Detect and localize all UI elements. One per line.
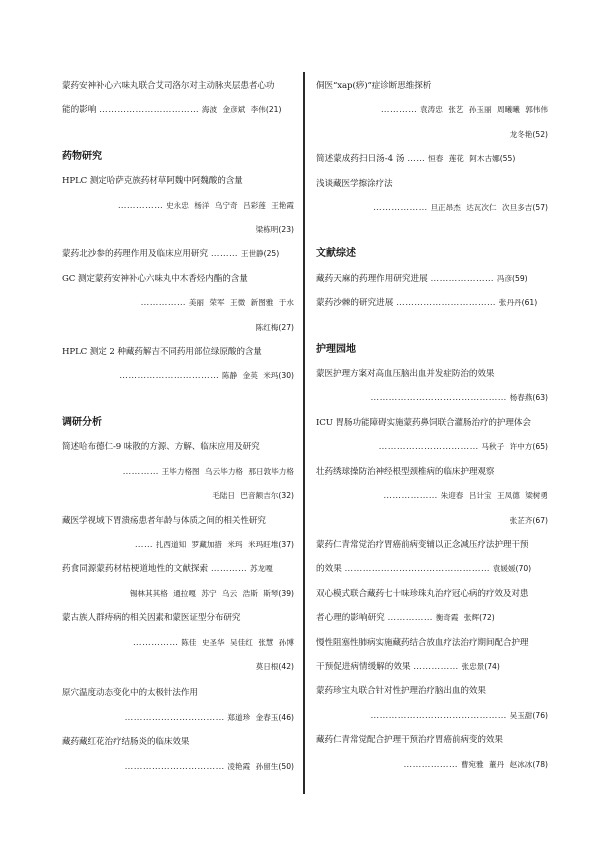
toc-entry[interactable] (316, 728, 548, 777)
toc-entry[interactable] (316, 267, 548, 291)
toc-entry[interactable] (316, 460, 548, 533)
leader-dots: …… (407, 154, 426, 165)
entry-page: (61) (521, 298, 538, 308)
entry-authors: 张忠景 (461, 661, 485, 671)
entry-page: (67) (532, 515, 548, 525)
toc-entry[interactable] (62, 509, 294, 558)
entry-page: (27) (278, 322, 294, 332)
entry-title: 侗医“xap(痧)”症诊断思维探析 (316, 81, 432, 91)
toc-entry[interactable] (62, 606, 294, 679)
entry-authors: 苏龙嘎 (249, 564, 273, 574)
entry-page: (78) (532, 759, 548, 769)
leader-dots: ………………… (430, 273, 495, 284)
leader-dots: …………………………… (124, 712, 225, 723)
entry-authors: 史永忠 杨洋 乌宁奇 吕彩莲 王艳霞 (166, 200, 294, 210)
leader-dots: ………………………………………… (344, 564, 491, 575)
toc-entry[interactable] (62, 169, 294, 242)
entry-page: (21) (265, 105, 282, 115)
leader-dots: …………………………… (396, 298, 497, 309)
entry-title-line2: 者心理的影响研究 (316, 613, 385, 624)
leader-dots: ……………… (383, 491, 438, 502)
entry-authors-line (62, 484, 294, 508)
entry-page: (46) (278, 712, 294, 722)
entry-page: (72) (479, 613, 495, 623)
entry-authors-line (316, 386, 548, 410)
toc-entry[interactable] (62, 730, 294, 779)
entry-title: HPLC 测定 2 种藏药解吉不同药用部位绿原酸的含量 (62, 347, 262, 358)
toc-entry[interactable] (62, 681, 294, 730)
entry-title-line (316, 557, 548, 581)
leader-dots: …… (134, 539, 154, 550)
entry-authors: 旦正昂杰 达瓦次仁 次旦多吉 (430, 203, 533, 213)
entry-authors-line (62, 291, 294, 315)
entry-authors: 凌艳霞 孙留生 (227, 761, 279, 771)
toc-entry[interactable] (62, 340, 294, 389)
entry-authors-line (316, 509, 548, 533)
entry-authors-line (316, 704, 548, 728)
entry-authors: 张丹丹 (498, 298, 522, 308)
entry-page: (63) (532, 393, 548, 403)
entry-authors: 冯彦 (496, 273, 513, 283)
entry-authors: 朱迎春 吕计宝 王凤德 梁树勇 (440, 491, 548, 501)
entry-page: (30) (278, 371, 294, 381)
entry-authors-line (316, 753, 548, 777)
entry-title: 简述蒙成药扫日汤-4 汤 (316, 154, 405, 165)
entry-title: 简述哈布德仁-9 味散的方源、方解、临床应用及研究 (62, 442, 260, 453)
left-column (62, 74, 294, 779)
entry-page: (25) (263, 249, 280, 259)
toc-entry[interactable] (316, 291, 548, 315)
entry-title: 壮药绣球操防治神经根型颈椎病的临床护理观察 (316, 466, 495, 477)
leader-dots: …………… (387, 613, 433, 624)
entry-title-line (316, 606, 548, 630)
leader-dots: ………… (210, 564, 248, 575)
leader-dots: …………………………… (99, 105, 200, 116)
entry-authors: 张芷齐 (509, 515, 533, 525)
entry-authors: 杨春燕 (509, 393, 533, 403)
entry-title: 藏药藏红花治疗结肠炎的临床效果 (62, 737, 190, 748)
leader-dots: ………… (380, 105, 418, 116)
entry-authors-line (62, 655, 294, 679)
entry-title-line (62, 557, 294, 581)
leader-dots: ……………………………………… (370, 710, 507, 721)
entry-title: ICU 胃肠功能障碍实施蒙药鼻饲联合灌肠治疗的护理体会 (316, 417, 531, 428)
entry-page: (52) (532, 129, 548, 139)
toc-entry[interactable] (62, 435, 294, 508)
toc-entry[interactable] (62, 242, 294, 266)
entry-title-line (316, 291, 548, 315)
toc-entry[interactable] (316, 582, 548, 631)
entry-authors: 恒春 莲花 阿木古娜 (428, 154, 500, 164)
entry-authors-line (62, 582, 294, 606)
entry-authors: 美丽 荣军 王微 新图雅 于水 (188, 298, 294, 308)
entry-authors-line (62, 631, 294, 655)
entry-title: 蒙古族人群痔病的相关因素和蒙医证型分布研究 (62, 613, 241, 624)
entry-page: (65) (532, 442, 548, 452)
entry-authors: 衡奇霞 张辉 (435, 613, 480, 623)
leader-dots: ……………… (373, 203, 428, 214)
entry-title-line2: 能的影响 (62, 105, 97, 116)
entry-authors: 扎西道知 罗藏加措 米玛 米玛旺堆 (155, 539, 279, 549)
entry-title: 藏医学视域下胃溃疡患者年龄与体质之间的相关性研究 (62, 515, 266, 526)
entry-page: (39) (278, 588, 294, 598)
entry-title: 蒙医护理方案对高血压脑出血并发症防治的效果 (316, 369, 495, 380)
entry-title: HPLC 测定哈萨克族药材草阿魏中阿魏酸的含量 (62, 176, 243, 187)
entry-title-line (316, 655, 548, 679)
toc-entry[interactable] (316, 172, 548, 221)
toc-entry[interactable] (316, 74, 548, 147)
entry-title: GC 测定蒙药安神补心六味丸中木香烃内酯的含量 (62, 273, 248, 284)
toc-entry[interactable] (316, 362, 548, 411)
entry-authors-line (316, 98, 548, 122)
entry-authors: 郑道珍 金春玉 (227, 712, 279, 722)
entry-authors-line (316, 196, 548, 220)
leader-dots: …………………………… (124, 761, 225, 772)
entry-authors-line (316, 435, 548, 459)
entry-page: (23) (278, 225, 294, 235)
entry-title: 蒙药珍宝丸联合针对性护理治疗脑出血的效果 (316, 686, 486, 697)
entry-authors: 梁栋明 (255, 225, 279, 235)
entry-title: 蒙药仁青常觉治疗胃癌前病变辅以正念减压疗法护理干预 (316, 539, 529, 550)
entry-title-line (316, 267, 548, 291)
entry-authors: 海波 金彦斌 李伟 (201, 105, 266, 115)
leader-dots: …………… (413, 661, 459, 672)
entry-title-line (316, 147, 548, 171)
toc-entry[interactable] (62, 267, 294, 340)
entry-title: 药食同源蒙药材枯梗道地性的文献探索 (62, 564, 209, 575)
leader-dots: ……………………………………… (370, 393, 507, 404)
toc-entry[interactable] (62, 74, 294, 123)
entry-authors: 袁涛忠 张艺 孙玉丽 周曦曦 郭伟伟 (420, 105, 548, 115)
entry-authors-line (62, 218, 294, 242)
entry-authors: 陈佳 史圣华 吴佳红 张慧 孙博 (181, 637, 294, 647)
section-heading: 调研分析 (62, 416, 102, 428)
leader-dots: …………………………… (119, 371, 220, 382)
column-divider (303, 72, 305, 794)
leader-dots: …………………………… (378, 442, 479, 453)
entry-authors: 毛陆日 巴音额吉尔 (212, 491, 279, 501)
entry-authors: 陈红梅 (255, 322, 279, 332)
entry-authors: 王毕力格图 乌云毕力格 那日敦毕力格 (161, 466, 294, 476)
leader-dots: …………… (140, 298, 187, 309)
toc-entry[interactable] (316, 631, 548, 680)
entry-page: (50) (278, 761, 294, 771)
entry-title: 浅谈藏医学擦涂疗法 (316, 178, 393, 189)
section-heading: 护理园地 (316, 343, 356, 355)
leader-dots: …………… (133, 637, 179, 648)
entry-page: (76) (532, 710, 548, 720)
entry-authors: 陈静 金英 米玛 (222, 371, 279, 381)
entry-title-line2: 干预促进病情缓解的效果 (316, 661, 411, 672)
section-heading: 文献综述 (316, 248, 356, 260)
entry-title: 双心模式联合藏药七十味珍珠丸治疗冠心病的疗效及对患 (316, 588, 529, 599)
entry-title: 原穴温度动态变化中的太极针法作用 (62, 688, 198, 699)
entry-title: 蒙药北沙参的药理作用及临床应用研究 (62, 249, 209, 260)
toc-entry[interactable] (62, 557, 294, 606)
entry-authors-line (62, 460, 294, 484)
leader-dots: …………… (117, 200, 164, 211)
entry-authors: 马秋子 许中方 (481, 442, 533, 452)
section-heading: 药物研究 (62, 150, 102, 162)
toc-entry[interactable] (316, 411, 548, 460)
entry-page: (74) (484, 661, 500, 671)
entry-authors-line (62, 755, 294, 779)
entry-authors: 龙冬艳 (509, 129, 533, 139)
right-column (316, 74, 548, 777)
entry-title: 蒙药沙棘的研究进展 (316, 298, 394, 309)
entry-page: (59) (512, 273, 528, 283)
entry-page: (55) (499, 154, 516, 164)
entry-title: 蒙药安神补心六味丸联合艾司洛尔对主动脉夹层患者心功 (62, 81, 275, 91)
entry-authors-line (62, 364, 294, 388)
entry-authors-line (62, 316, 294, 340)
entry-authors: 袁媛媛 (492, 564, 516, 574)
entry-title-line2: 的效果 (316, 564, 342, 575)
entry-authors: 莫日根 (255, 661, 279, 671)
entry-title-line (62, 242, 294, 266)
entry-page: (42) (278, 661, 294, 671)
toc-entry[interactable] (316, 147, 548, 171)
leader-dots: ……………… (403, 759, 459, 770)
entry-authors-line (316, 123, 548, 147)
entry-authors-line (62, 706, 294, 730)
entry-page: (32) (278, 491, 294, 501)
entry-title: 藏药天麻的药理作用研究进展 (316, 273, 428, 284)
leader-dots: ………… (122, 466, 159, 477)
toc-entry[interactable] (316, 533, 548, 582)
entry-title-cont (62, 98, 294, 122)
entry-page: (37) (278, 539, 294, 549)
entry-authors: 吴玉甜 (509, 710, 533, 720)
entry-authors: 曹宛雅 董丹 赵冰冰 (460, 759, 533, 769)
toc-entry[interactable] (316, 679, 548, 728)
entry-authors-line (316, 484, 548, 508)
entry-title: 藏药仁青常觉配合护理干预治疗胃癌前病变的效果 (316, 735, 503, 746)
entry-title: 慢性阻塞性肺病实施藏药结合放血疗法治疗期间配合护理 (316, 637, 529, 648)
entry-authors: 锡林其其格 通拉嘎 苏宁 乌云 浩斯 斯琴 (129, 588, 279, 598)
entry-authors-line (62, 533, 294, 557)
entry-authors-line (62, 194, 294, 218)
entry-page: (70) (515, 564, 532, 574)
entry-authors: 王世静 (240, 249, 264, 259)
leader-dots: ……… (210, 249, 239, 260)
entry-page: (57) (532, 203, 548, 213)
